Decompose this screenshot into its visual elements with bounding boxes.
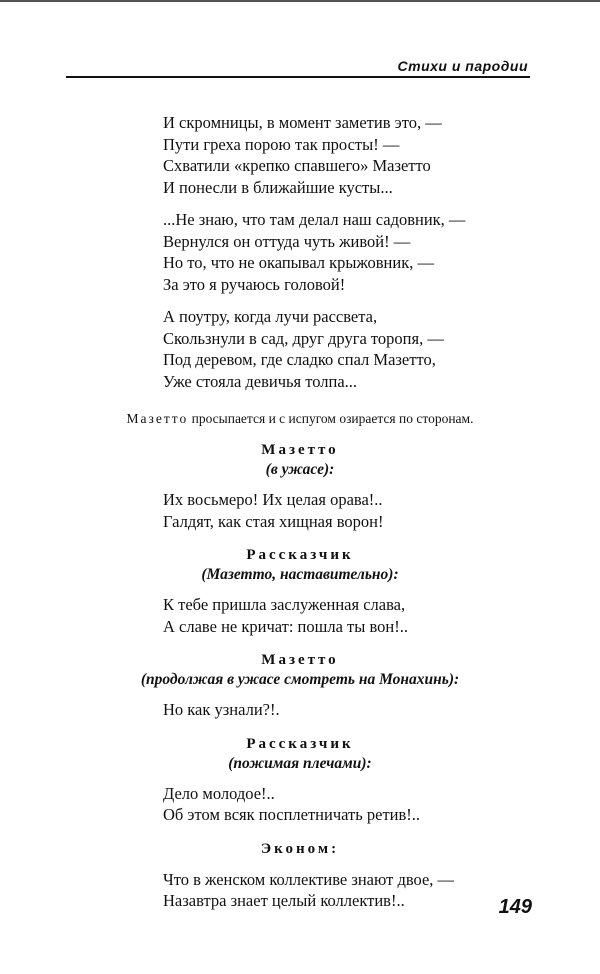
verse-line: Под деревом, где сладко спал Мазетто, xyxy=(163,350,436,369)
verse-line: Что в женском коллективе знают двое, — xyxy=(163,869,455,889)
stanza-2 xyxy=(163,209,600,295)
verse-line: И понесли в ближайшие кусты... xyxy=(163,177,393,197)
stanza-3 xyxy=(163,306,600,392)
verse-line: Об этом всяк посплетничать ретив!.. xyxy=(163,805,421,824)
stage-direction xyxy=(0,411,600,427)
verse-line: К тебе пришла заслуженная слава, xyxy=(163,595,406,614)
verse-line: Уже стояла девичья толпа... xyxy=(163,371,358,391)
verse-line: Галдят, как стая хищная ворон! xyxy=(163,511,384,531)
page-content xyxy=(0,112,600,912)
speaker-name: Рассказчик xyxy=(246,735,354,752)
stage-direction-name: Мазетто xyxy=(126,411,189,426)
dialogue-block-1 xyxy=(0,441,600,532)
dialogue-lines xyxy=(163,869,600,912)
stage-direction-text: просыпается и с испугом озирается по сторонам. xyxy=(191,411,474,426)
dialogue-block-2 xyxy=(0,546,600,637)
speaker-name: Мазетто xyxy=(261,652,339,668)
dialogue-lines xyxy=(163,699,600,721)
dialogue-lines xyxy=(163,489,600,532)
verse-line: И скромницы, в момент заметив это, — xyxy=(163,113,442,132)
dialogue-lines xyxy=(163,783,600,826)
verse-line: Но то, что не окапывал крыжовник, — xyxy=(163,253,434,272)
verse-line: Скользнули в сад, друг друга торопя, — xyxy=(163,328,444,348)
dialogue-block-4 xyxy=(0,735,600,826)
speaker-name: Эконом: xyxy=(260,840,340,857)
verse-line: ...Не знаю, что там делал наш садовник, — xyxy=(163,210,466,229)
verse-line: Вернулся он оттуда чуть живой! — xyxy=(163,231,411,251)
speaker-direction: (Мазетто, наставительно): xyxy=(201,566,399,583)
header-rule xyxy=(66,76,530,78)
running-header: Стихи и пародии xyxy=(397,58,528,74)
page-number: 149 xyxy=(498,896,532,918)
verse-line: А поутру, когда лучи рассвета, xyxy=(163,307,378,326)
speaker-name: Мазетто xyxy=(261,442,339,458)
speaker-direction: (в ужасе): xyxy=(265,461,335,478)
stanza-1 xyxy=(163,112,600,198)
verse-line: Дело молодое!.. xyxy=(163,783,275,803)
verse-line: За это я ручаюсь головой! xyxy=(163,274,346,294)
page-top-edge xyxy=(0,0,600,2)
dialogue-block-3 xyxy=(0,651,600,721)
speaker-direction: (пожимая плечами): xyxy=(228,754,372,772)
verse-line: А славе не кричат: пошла ты вон!.. xyxy=(163,616,408,636)
verse-line: Схватили «крепко спавшего» Мазетто xyxy=(163,156,431,175)
verse-line: Назавтра знает целый коллектив!.. xyxy=(163,891,405,910)
verse-line: Но как узнали?!. xyxy=(163,700,280,719)
verse-line: Пути греха порою так просты! — xyxy=(163,134,400,154)
speaker-name: Рассказчик xyxy=(246,547,354,563)
speaker-direction: (продолжая в ужасе смотреть на Монахинь): xyxy=(140,671,460,688)
verse-line: Их восьмеро! Их целая орава!.. xyxy=(163,490,383,509)
dialogue-lines xyxy=(163,594,600,637)
